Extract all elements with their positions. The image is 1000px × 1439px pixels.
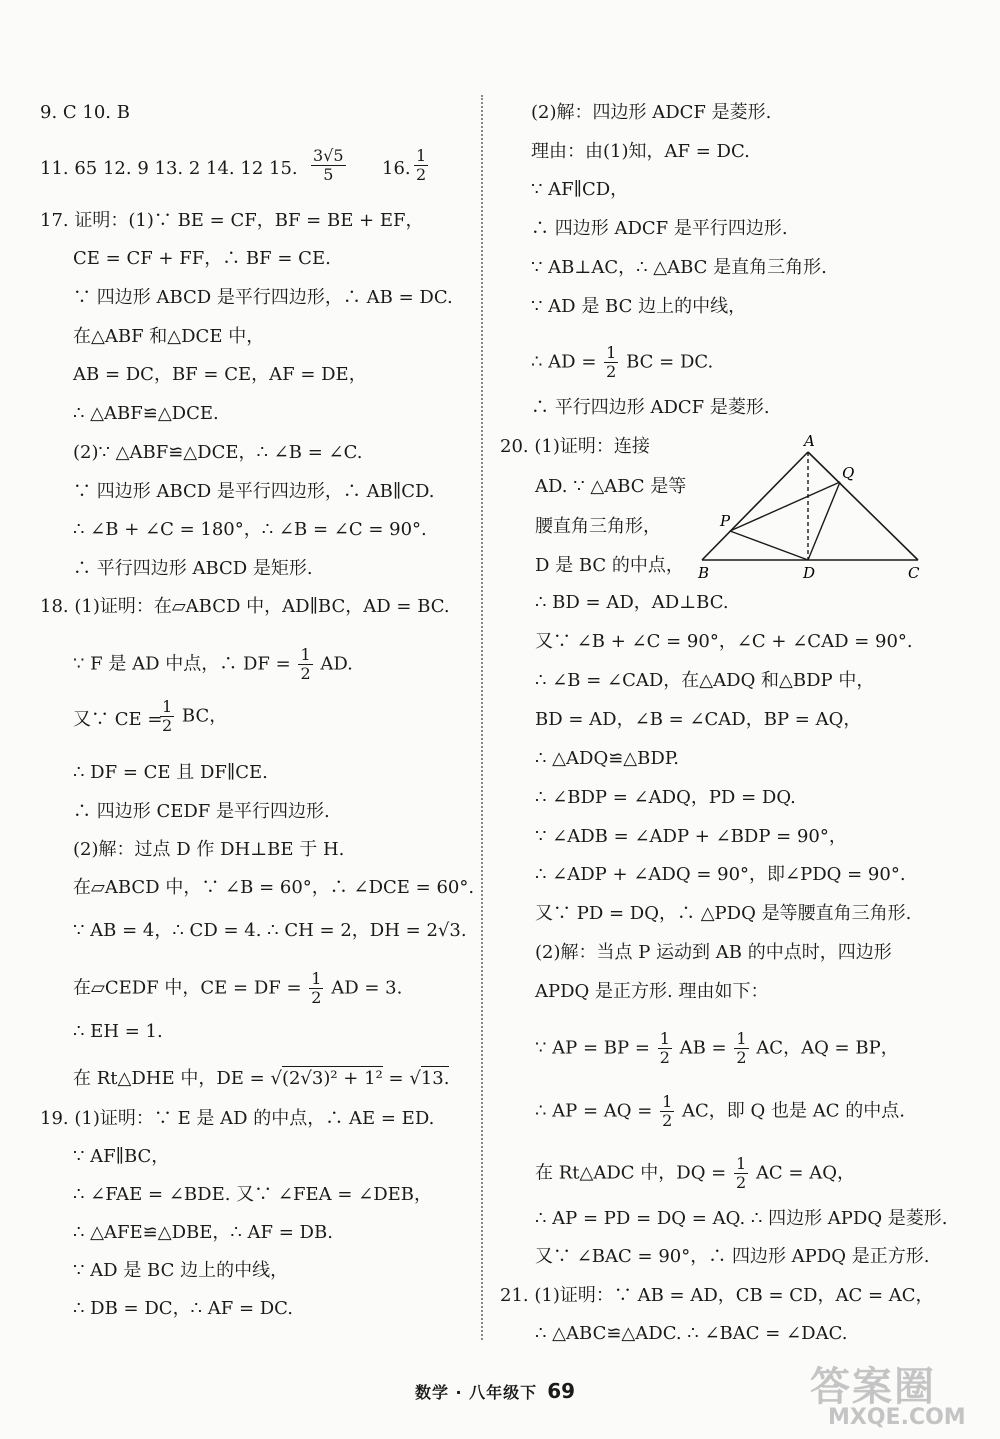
isosceles-right-triangle-figure [690,430,930,585]
left-text-line: ∴ △ABF≌△DCE. [73,403,219,424]
right-text-line: D 是 BC 的中点， [535,555,684,576]
page-number: 69 [547,1379,576,1403]
right-text-line: 21. (1)证明：∵ AB = AD，CB = CD，AC = AC， [500,1285,934,1306]
q20-dq-line: 在 Rt△ADC 中，DQ = $\frac{1}{2}$ AC = AQ， [535,1154,855,1192]
sqrt-symbol-icon: √ [270,1068,282,1089]
right-text-line: (2)解：四边形 ADCF 是菱形. [531,102,772,123]
right-text-line: 理由：由(1)知，AF = DC. [531,141,750,162]
left-text-line: 在△ABF 和△DCE 中， [73,326,265,347]
left-text-line: CE = CF + FF，∴ BF = CE. [73,248,331,269]
q16-label: 16. [382,158,411,179]
left-text-line: 17. 证明：(1)∵ BE = CF，BF = BE + EF， [40,210,424,231]
left-text-line: ∴ DB = DC，∴ AF = DC. [73,1298,294,1319]
watermark-url: MXQE.COM [828,1405,966,1430]
right-text-line: 20. (1)证明：连接 [500,436,650,457]
right-text-line: ∴ ∠BDP = ∠ADQ，PD = DQ. [535,787,796,808]
left-text-line: 又∵ CE = [73,709,163,730]
label-d: D [803,564,816,582]
right-text-line: AD. ∵ △ABC 是等 [535,476,687,497]
left-text-line: ∵ 四边形 ABCD 是平行四边形，∴ AB = DC. [73,287,453,308]
left-text-line: 18. (1)证明：在▱ABCD 中，AD∥BC，AD = BC. [40,596,450,617]
left-text-line: ∴ DF = CE 且 DF∥CE. [73,762,268,783]
left-text-line: ∴ ∠FAE = ∠BDE. 又∵ ∠FEA = ∠DEB， [73,1184,433,1205]
right-text-line: 又∵ ∠B + ∠C = 90°，∠C + ∠CAD = 90°. [535,631,913,652]
left-text-line: (2)解：过点 D 作 DH⊥BE 于 H. [73,839,345,860]
column-divider [481,95,483,1340]
right-text-line: ∴ ∠B = ∠CAD，在△ADQ 和△BDP 中， [535,670,875,691]
right-text-line: 又∵ PD = DQ，∴ △PDQ 是等腰直角三角形. [535,903,912,924]
q18-ce-fraction: $\frac{1}{2}$ BC， [162,697,228,735]
q20-aq-line: ∴ AP = AQ = $\frac{1}{2}$ AC，即 Q 也是 AC 的中点. [535,1092,905,1130]
label-q: Q [842,464,855,482]
left-text-line: ∵ AB = 4，∴ CD = 4. ∴ CH = 2，DH = 2√3. [73,920,467,941]
left-text-line: ∵ AF∥BC， [73,1146,170,1167]
right-text-line: ∴ 平行四边形 ADCF 是菱形. [531,397,770,418]
right-text-line: ∵ ∠ADB = ∠ADP + ∠BDP = 90°， [535,826,847,847]
left-text-line: 在▱ABCD 中，∵ ∠B = 60°，∴ ∠DCE = 60°. [73,877,475,898]
subject-label: 数学 · 八年级下 [414,1382,538,1402]
right-text-line: ∴ 四边形 ADCF 是平行四边形. [531,218,788,239]
watermark-logo [810,1355,990,1435]
left-text-line: ∴ ∠B + ∠C = 180°，∴ ∠B = ∠C = 90°. [73,519,427,540]
right-text-line: ∴ △ADQ≌△BDP. [535,748,679,769]
left-text-line: ∵ 四边形 ABCD 是平行四边形，∴ AB∥CD. [73,481,435,502]
q16-fraction: $\frac{1}{2}$ [416,146,427,184]
label-a: A [804,432,815,450]
sqrt-symbol-icon: √ [409,1068,421,1089]
right-text-line: ∴ BD = AD，AD⊥BC. [535,592,729,613]
page-footer [405,1376,585,1406]
label-b: B [698,564,710,582]
right-text-line: ∵ AD 是 BC 边上的中线， [531,296,747,317]
right-text-line: ∴ AP = PD = DQ = AQ. ∴ 四边形 APDQ 是菱形. [535,1208,948,1229]
right-text-line: ∵ AB⊥AC，∴ △ABC 是直角三角形. [531,257,827,278]
left-text-line: 11. 65 12. 9 13. 2 14. 12 15. [40,158,298,179]
label-p: P [720,512,731,530]
right-text-line: BD = AD，∠B = ∠CAD，BP = AQ， [535,709,862,730]
right-text-line: ∵ AF∥CD， [531,179,629,200]
right-text-line: (2)解：当点 P 运动到 AB 的中点时，四边形 [535,942,892,963]
left-text-line: ∴ EH = 1. [73,1021,163,1042]
left-text-line: ∴ △AFE≌△DBE，∴ AF = DB. [73,1222,333,1243]
q18-rt-line: 在 Rt△DHE 中，DE = √(2√3)² + 1² = √13. [73,1068,450,1089]
segment-ab [702,452,808,560]
label-c: C [908,564,920,582]
right-text-line: 又∵ ∠BAC = 90°，∴ 四边形 APDQ 是正方形. [535,1246,930,1267]
left-text-line: ∵ AD 是 BC 边上的中线， [73,1260,289,1281]
left-text-line: ∴ 平行四边形 ABCD 是矩形. [73,558,313,579]
left-text-line: 9. C 10. B [40,102,130,123]
right-text-line: ∴ △ABC≌△ADC. ∴ ∠BAC = ∠DAC. [535,1323,848,1344]
left-text-line: (2)∵ △ABF≌△DCE，∴ ∠B = ∠C. [73,442,363,463]
left-text-line: 19. (1)证明：∵ E 是 AD 的中点，∴ AE = ED. [40,1108,435,1129]
q20-ap-line: ∵ AP = BP = $\frac{1}{2}$ AB = $\frac{1}{2}$ AC，AQ = BP， [535,1029,899,1067]
q19-ad-line: ∴ AD = $\frac{1}{2}$ BC = DC. [531,343,714,381]
left-text-line: AB = DC，BF = CE，AF = DE， [73,364,367,385]
q18-cedf-line: 在▱CEDF 中，CE = DF = $\frac{1}{2}$ AD = 3. [73,969,403,1007]
segment-pd [730,531,808,560]
q15-fraction: $\frac{3√5}{5}$ [313,146,344,184]
right-text-line: ∴ ∠ADP + ∠ADQ = 90°，即∠PDQ = 90°. [535,864,906,885]
watermark-text: 答案圈 [810,1364,936,1410]
q18-midpoint-line: ∵ F 是 AD 中点，∴ DF = $\frac{1}{2}$ AD. [73,645,353,683]
right-text-line: APDQ 是正方形. 理由如下： [535,981,769,1002]
right-text-line: 腰直角三角形， [535,516,661,537]
segment-ac [808,452,918,560]
left-text-line: ∴ 四边形 CEDF 是平行四边形. [73,801,330,822]
